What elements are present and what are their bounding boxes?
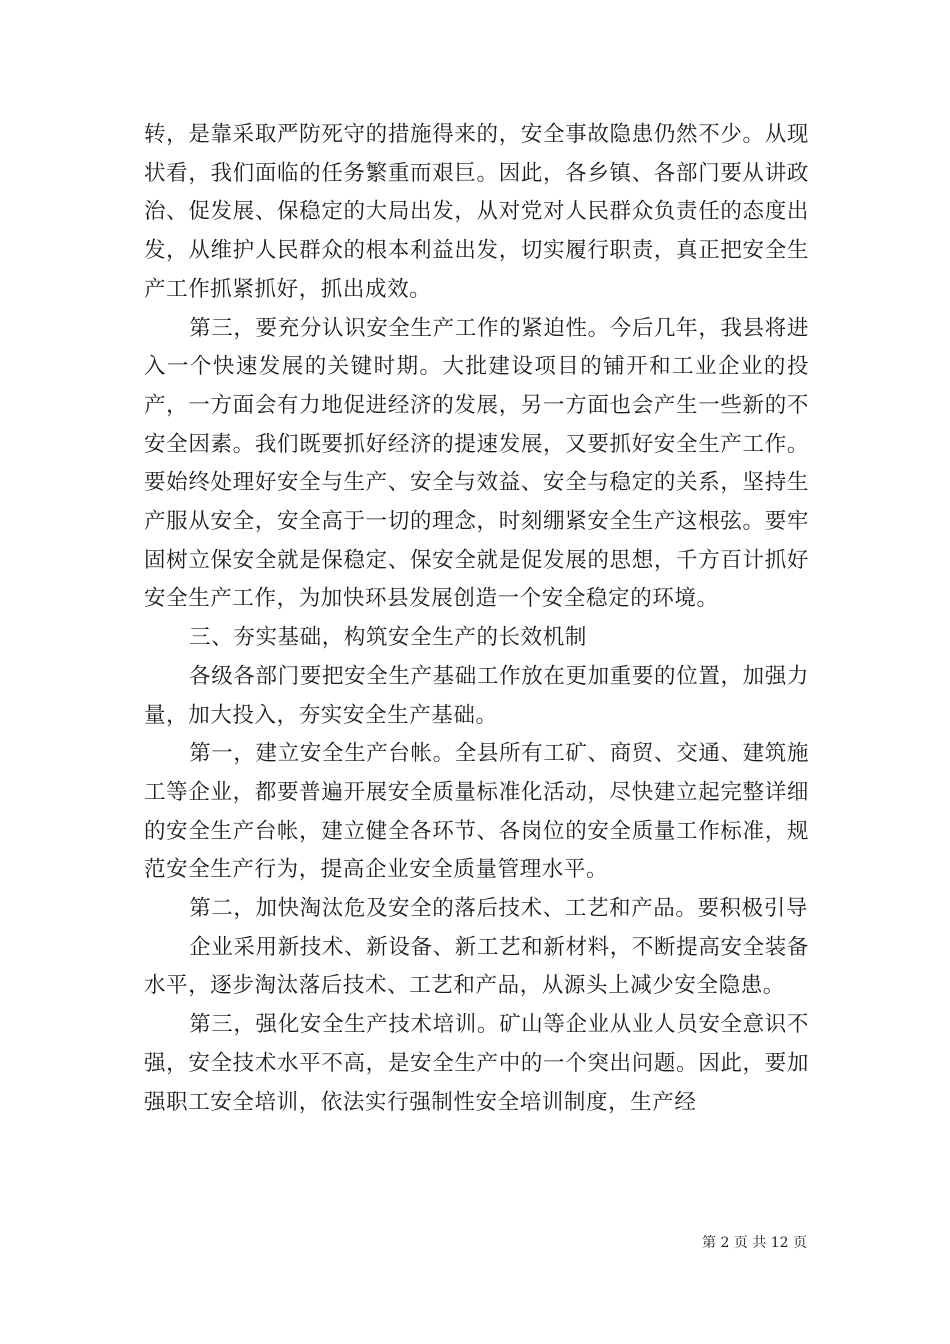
page-number-footer: 第 2 页 共 12 页 (702, 1235, 807, 1251)
document-body (144, 116, 809, 1122)
paragraph-urgency: 第三，要充分认识安全生产工作的紧迫性。今后几年，我县将进入一个快速发展的关键时期。大批建设项目的铺开和工业企业的投产，一方面会有力地促进经济的发展，另一方面也会产生一些新的不安全因素。我们既要抓好经济的提速发展，又要抓好安全生产工作。要始终处理好安全与生产、安全与效益、安全与稳定的关系，坚持生产服从安全，安全高于一切的理念，时刻绷紧安全生产这根弦。要牢固树立保安全就是保稳定、保安全就是促发展的思想，千方百计抓好安全生产工作，为加快环县发展创造一个安全稳定的环境。 (144, 315, 809, 612)
paragraph-foundation-intro: 各级各部门要把安全生产基础工作放在更加重要的位置，加强力量，加大投入，夯实安全生产基础。 (144, 663, 809, 728)
paragraph-ledger: 第一，建立安全生产台帐。全县所有工矿、商贸、交通、建筑施工等企业，都要普遍开展安全质量标准化活动，尽快建立起完整详细的安全生产台帐，建立健全各环节、各岗位的安全质量工作标准，规范安全生产行为，提高企业安全质量管理水平。 (144, 741, 809, 883)
paragraph-continuation: 转，是靠采取严防死守的措施得来的，安全事故隐患仍然不少。从现状看，我们面临的任务繁重而艰巨。因此，各乡镇、各部门要从讲政治、促发展、保稳定的大局出发，从对党对人民群众负责任的态度出发，从维护人民群众的根本利益出发，切实履行职责，真正把安全生产工作抓紧抓好，抓出成效。 (144, 122, 809, 302)
paragraph-eliminate-outdated: 第二，加快淘汰危及安全的落后技术、工艺和产品。要积极引导 (189, 896, 808, 922)
section-heading-3: 三、夯实基础，构筑安全生产的长效机制 (189, 625, 587, 651)
paragraph-training: 第三，强化安全生产技术培训。矿山等企业从业人员安全意识不强，安全技术水平不高，是安全生产中的一个突出问题。因此，要加强职工安全培训，依法实行强制性安全培训制度，生产经 (144, 1012, 809, 1115)
paragraph-new-technology: 企业采用新技术、新设备、新工艺和新材料，不断提高安全装备水平，逐步淘汰落后技术、工艺和产品，从源头上减少安全隐患。 (144, 934, 809, 999)
